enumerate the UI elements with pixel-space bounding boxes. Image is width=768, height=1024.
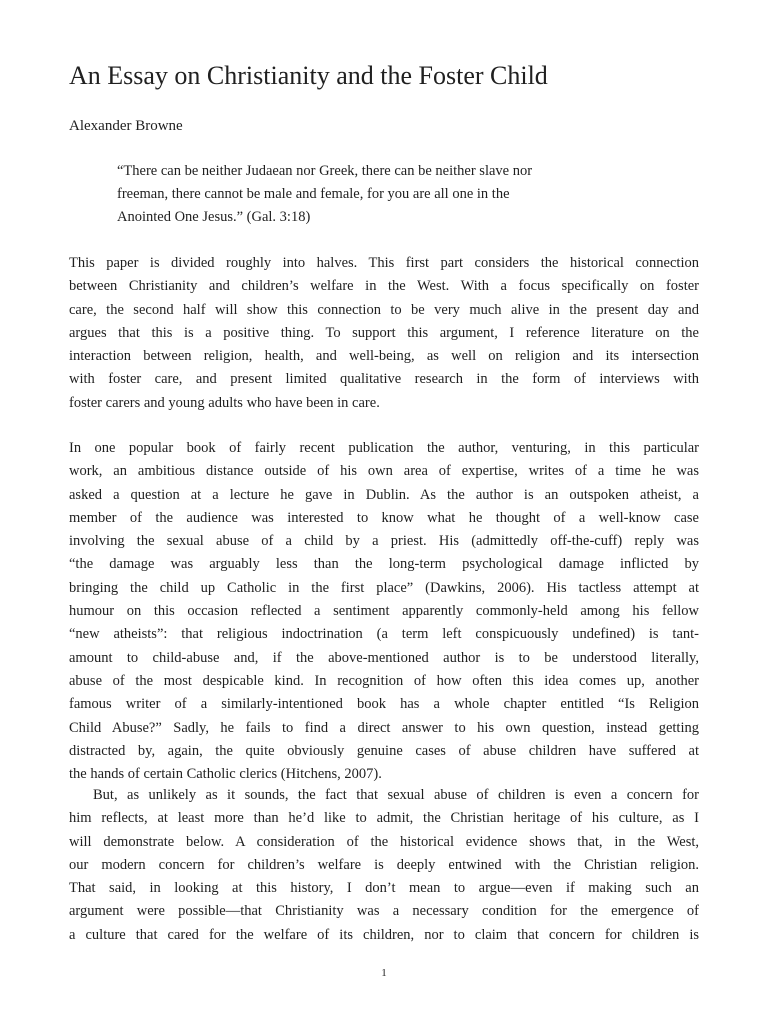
text-line: asked a question at a lecture he gave in Dublin. As the author is an outspoken atheist, a: [69, 486, 699, 503]
text-line: Child Abuse?” Sadly, he fails to find a direct answer to his own question, instead getting: [69, 719, 699, 736]
author-name: Alexander Browne: [69, 118, 183, 134]
text-line: amount to child-abuse and, if the above-mentioned author is to be understood literally,: [69, 649, 699, 666]
epigraph-line: “There can be neither Judaean nor Greek, there can be neither slave nor: [117, 163, 533, 179]
text-line: him reflects, at least more than he’d like to admit, the Christian heritage of his culture, as I: [69, 810, 699, 827]
text-line: with foster care, and present limited qualitative research in the form of interviews with: [69, 371, 699, 388]
text-line: will demonstrate below. A consideration of the historical evidence shows that, in the West,: [69, 833, 699, 850]
text-line: That said, in looking at this history, I don’t mean to argue—even if making such an: [69, 880, 699, 897]
text-line: argument were possible—that Christianity was a necessary condition for the emergence of: [69, 903, 699, 920]
text-line: “new atheists”: that religious indoctrination (a term left conspicuously undefined) is tant-: [69, 626, 699, 643]
text-line: interaction between religion, health, and well-being, as well on religion and its intersection: [69, 348, 699, 365]
text-line: bringing the child up Catholic in the first place” (Dawkins, 2006). His tactless attempt at: [69, 579, 699, 596]
text-line: argues that this is a positive thing. To support this argument, I reference literature on the: [69, 324, 699, 341]
paragraph-new-atheists: [69, 437, 699, 786]
paragraph-christian-heritage: [69, 784, 699, 947]
text-line: a culture that cared for the welfare of its children, nor to claim that concern for children is: [69, 926, 699, 943]
text-line: the hands of certain Catholic clerics (Hitchens, 2007).: [69, 766, 382, 783]
epigraph-line: freeman, there cannot be male and female, for you are all one in the: [117, 186, 510, 202]
text-line: involving the sexual abuse of a child by a priest. His (admittedly off-the-cuff) reply was: [69, 533, 699, 550]
text-line: between Christianity and children’s welfare in the West. With a focus specifically on foster: [69, 278, 699, 295]
text-line: In one popular book of fairly recent publication the author, venturing, in this particular: [69, 440, 699, 456]
page-number: 1: [381, 967, 387, 979]
epigraph-quote: [117, 160, 677, 229]
text-line: humour on this occasion reflected a sentiment apparently commonly-held among his fellow: [69, 603, 699, 620]
paragraph-introduction: [69, 252, 699, 415]
text-line: “the damage was arguably less than the long-term psychological damage inflicted by: [69, 556, 699, 573]
text-line: But, as unlikely as it sounds, the fact that sexual abuse of children is even a concern for: [93, 787, 699, 803]
document-title: An Essay on Christianity and the Foster Child: [69, 61, 548, 90]
text-line: our modern concern for children’s welfare is deeply entwined with the Christian religion.: [69, 856, 699, 873]
epigraph-line: Anointed One Jesus.” (Gal. 3:18): [117, 209, 311, 225]
text-line: abuse of the most despicable kind. In recognition of how often this idea comes up, another: [69, 672, 699, 689]
text-line: distracted by, again, the quite obviously genuine cases of abuse children have suffered at: [69, 742, 699, 759]
text-line: famous writer of a similarly-intentioned book has a whole chapter entitled “Is Religion: [69, 696, 699, 713]
text-line: member of the audience was interested to know what he thought of a well-know case: [69, 509, 699, 526]
text-line: care, the second half will show this connection to be very much alive in the present day and: [69, 301, 699, 318]
text-line: foster carers and young adults who have been in care.: [69, 394, 380, 411]
text-line: work, an ambitious distance outside of his own area of expertise, writes of a time he was: [69, 463, 699, 480]
text-line: This paper is divided roughly into halves. This first part considers the historical connection: [69, 255, 699, 271]
